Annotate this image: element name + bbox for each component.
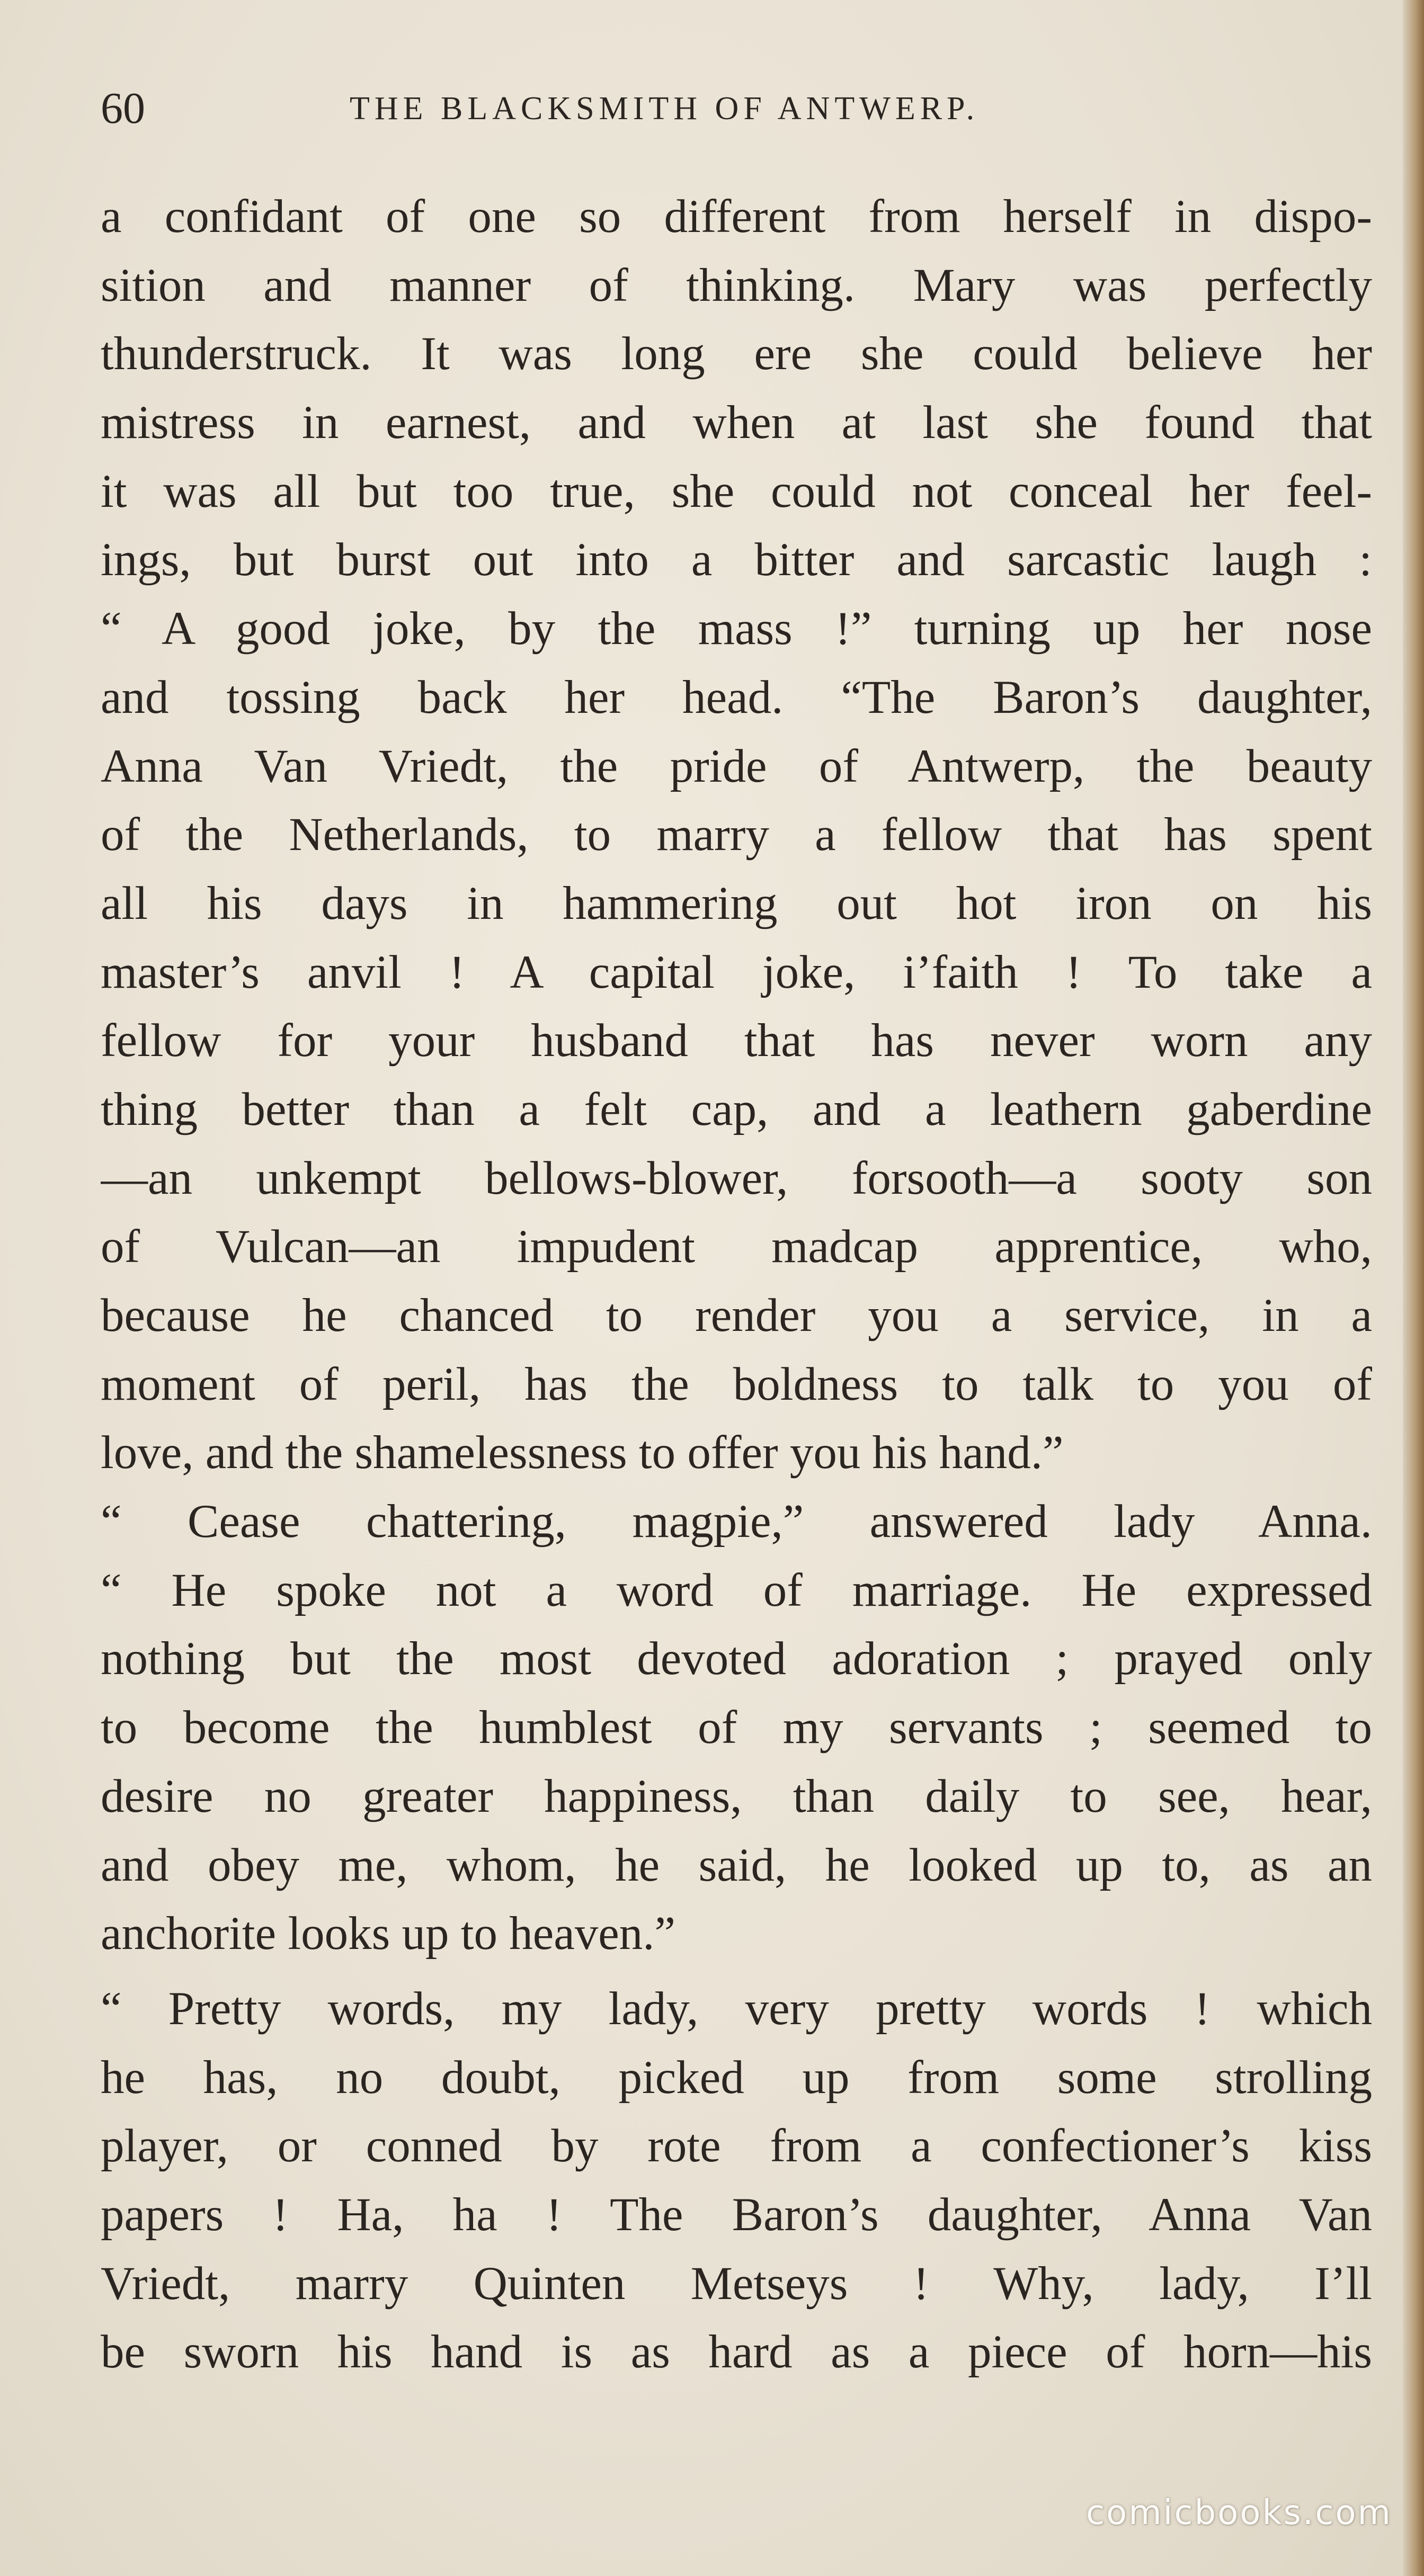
text-line: it was all but too true, she could not conceal her feel- (101, 465, 1372, 517)
text-line: of Vulcan—an impudent madcap apprentice, who, (101, 1221, 1372, 1273)
text-line: Vriedt, marry Quinten Metseys ! Why, lady, I’ll (101, 2257, 1372, 2310)
body-text (101, 183, 1372, 2387)
text-line: of the Netherlands, to marry a fellow that has spent (101, 809, 1372, 861)
text-line: love, and the shamelessness to offer you his hand.” (101, 1427, 1064, 1479)
text-line: Anna Van Vriedt, the pride of Antwerp, the beauty (101, 740, 1372, 792)
page-edge-shadow (1403, 0, 1424, 2576)
text-line: papers ! Ha, ha ! The Baron’s daughter, Anna Van (101, 2188, 1372, 2241)
text-line: master’s anvil ! A capital joke, i’faith ! To take a (101, 946, 1372, 998)
running-title: THE BLACKSMITH OF ANTWERP. (350, 91, 980, 127)
text-line: and tossing back her head. “The Baron’s daughter, (101, 671, 1372, 723)
text-line: “ A good joke, by the mass !” turning up her nose (101, 603, 1372, 655)
text-line: he has, no doubt, picked up from some strolling (101, 2051, 1372, 2104)
page-number: 60 (101, 84, 145, 133)
text-line: mistress in earnest, and when at last she found that (101, 397, 1372, 449)
text-line: “ He spoke not a word of marriage. He expressed (101, 1564, 1372, 1616)
text-line: sition and manner of thinking. Mary was perfectly (101, 259, 1372, 311)
text-line: a confidant of one so different from herself in dispo- (101, 191, 1372, 243)
watermark: comicbooks.com (1085, 2493, 1392, 2533)
text-line: nothing but the most devoted adoration ; prayed only (101, 1633, 1372, 1685)
text-line: desire no greater happiness, than daily to see, hear, (101, 1770, 1372, 1822)
text-line: “ Cease chattering, magpie,” answered lady Anna. (101, 1496, 1372, 1548)
text-line: “ Pretty words, my lady, very pretty words ! which (101, 1982, 1372, 2035)
paragraph-gap (101, 1969, 1372, 1975)
text-line: because he chanced to render you a service, in a (101, 1290, 1372, 1341)
text-line: to become the humblest of my servants ; seemed to (101, 1702, 1372, 1754)
text-line: anchorite looks up to heaven.” (101, 1908, 675, 1960)
text-line: be sworn his hand is as hard as a piece of horn—his (101, 2326, 1372, 2378)
text-line: all his days in hammering out hot iron on his (101, 877, 1372, 929)
text-line: ings, but burst out into a bitter and sarcastic laugh : (101, 534, 1372, 586)
text-line: fellow for your husband that has never worn any (101, 1015, 1372, 1067)
text-line: moment of peril, has the boldness to talk to you of (101, 1358, 1372, 1410)
text-line: thing better than a felt cap, and a leathern gaberdine (101, 1083, 1372, 1135)
text-line: and obey me, whom, he said, he looked up to, as an (101, 1839, 1372, 1891)
text-line: player, or conned by rote from a confectioner’s kiss (101, 2120, 1372, 2172)
running-head (101, 79, 1372, 138)
text-line: —an unkempt bellows-blower, forsooth—a sooty son (101, 1152, 1372, 1204)
text-line: thunderstruck. It was long ere she could believe her (101, 328, 1372, 380)
